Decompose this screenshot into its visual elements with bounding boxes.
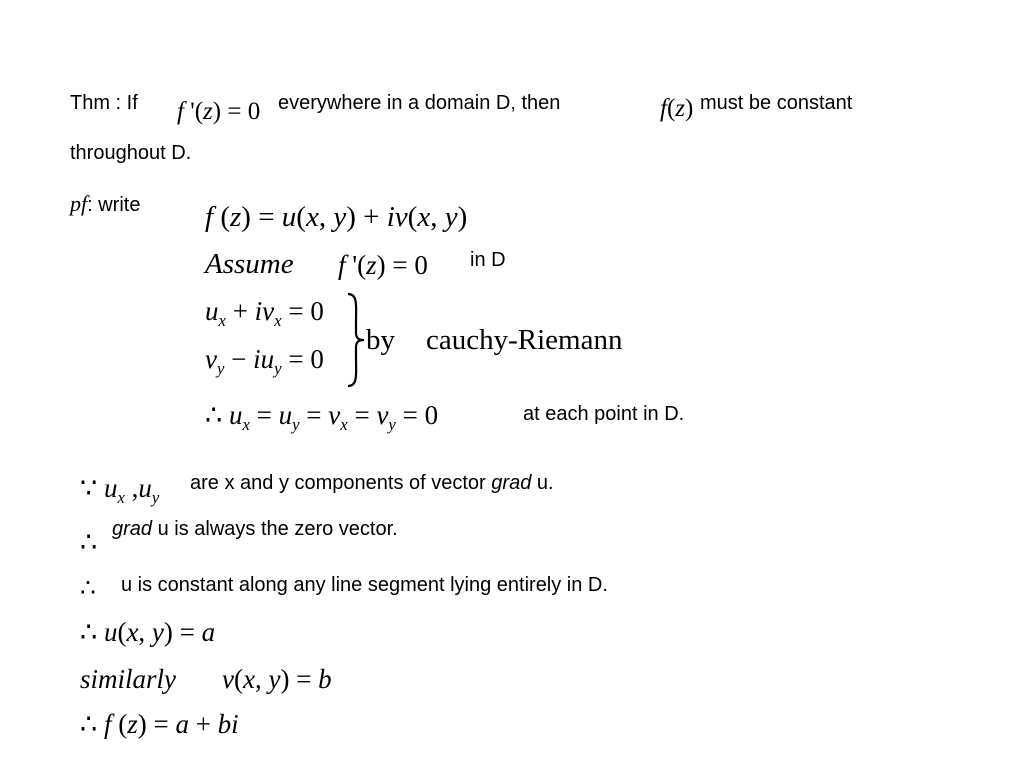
theorem-text-throughout: throughout D. (70, 142, 192, 164)
proof-label: pf: write (70, 191, 141, 216)
theorem-text-constant: must be constant (700, 92, 853, 114)
partials-zero-equation: ∴ $u_x = u_y = v_x = v_y = 0$ (205, 400, 439, 434)
theorem-condition: f '(z) = 0 (177, 98, 261, 125)
decomposition-equation: f (z) = u(x, y) + iv(x, y) (205, 201, 468, 233)
u-result-equation: ∴ u(x, y) = a (80, 617, 216, 647)
f-result-equation: ∴ f (z) = a + bi (80, 709, 239, 739)
therefore-symbol-2: ∴ (80, 575, 96, 602)
partials-zero-suffix: at each point in D. (523, 403, 685, 425)
v-result-equation: v(x, y) = b (222, 664, 332, 694)
assume-word: Assume (205, 248, 294, 280)
cr-equation-1: $u_x + iv_x = 0$ (205, 296, 324, 330)
cr-name: cauchy-Riemann (426, 324, 623, 356)
because-expression: ∵ $u_x$ $,u_y$ (80, 473, 160, 507)
grad-zero-text: grad u is always the zero vector. (112, 518, 398, 540)
theorem-label: Thm : If (70, 92, 138, 114)
theorem-text-domain: everywhere in a domain D, then (278, 92, 561, 114)
similarly-word: similarly (80, 664, 177, 694)
theorem-fz: f(z) (660, 95, 694, 122)
right-brace-icon (346, 292, 368, 388)
assume-suffix: in D (470, 249, 506, 271)
therefore-symbol-1: ∴ (80, 527, 98, 557)
because-text: are x and y components of vector grad u. (190, 472, 554, 494)
u-constant-text: u is constant along any line segment lying entirely in D. (121, 574, 608, 596)
cr-by: by (366, 324, 395, 356)
assume-expression: f '(z) = 0 (338, 250, 428, 280)
cr-equation-2: $v_y - iu_y = 0$ (205, 344, 324, 378)
